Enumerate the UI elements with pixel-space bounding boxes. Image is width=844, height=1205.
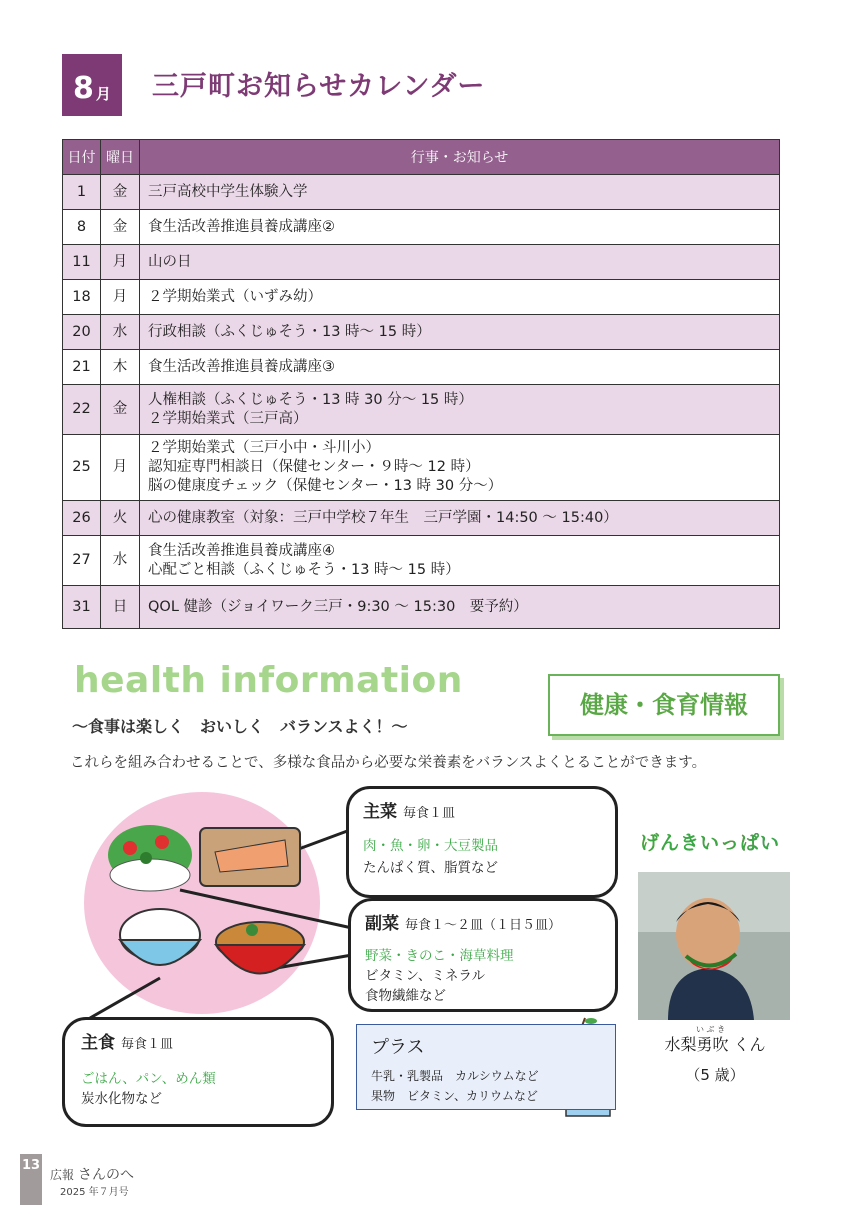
row-day: 水 [101, 315, 140, 350]
event-line: QOL 健診（ジョイワーク三戸・9:30 ～ 15:30 要予約） [148, 598, 528, 615]
event-line: 三戸高校中学生体験入学 [148, 183, 308, 200]
row-day: 金 [101, 385, 140, 435]
shushoku-foods: ごはん、パン、めん類 [81, 1071, 216, 1087]
health-badge-label: 健康・食育情報 [580, 691, 748, 719]
rice-bowl-icon [120, 909, 200, 965]
month-unit: 月 [95, 85, 111, 103]
row-date: 1 [63, 175, 101, 210]
row-date: 20 [63, 315, 101, 350]
publication-name [50, 1164, 134, 1184]
health-intro: これらを組み合わせることで、多様な食品から必要な栄養素をバランスよくとることができます。 [70, 755, 707, 771]
connector-line [296, 830, 350, 850]
row-day: 月 [101, 280, 140, 315]
row-event [140, 501, 780, 536]
row-event [140, 586, 780, 629]
health-subtitle: ～食事は楽しく おいしく バランスよく！～ [72, 717, 408, 736]
table-row [63, 586, 780, 629]
event-line: 心配ごと相談（ふくじゅそう・13 時～ 15 時） [148, 561, 460, 578]
table-row [63, 501, 780, 536]
fukusai-nutrients-2: 食物繊維など [365, 988, 446, 1004]
row-date: 22 [63, 385, 101, 435]
event-line: 心の健康教室（対象：三戸中学校７年生 三戸学園・14:50 ～ 15:40） [148, 509, 618, 526]
shusai-frequency: 毎食１皿 [403, 806, 456, 821]
table-row [63, 175, 780, 210]
table-row [63, 536, 780, 586]
child-photo [638, 872, 790, 1020]
child-age: （5 歳） [685, 1066, 745, 1084]
genki-title-text: げんきいっぱい [640, 832, 781, 854]
salad-icon [108, 825, 192, 891]
fukusai-foods: 野菜・きのこ・海草料理 [365, 948, 514, 964]
event-line: 人権相談（ふくじゅそう・13 時 30 分～ 15 時） [148, 391, 473, 408]
publication-title: さんのへ [78, 1167, 135, 1183]
page-title: 三戸町お知らせカレンダー [152, 71, 486, 102]
event-line: ２学期始業式（三戸小中・斗川小） [148, 440, 380, 456]
table-row [63, 280, 780, 315]
month-number: 8 [73, 71, 94, 106]
event-line: 行政相談（ふくじゅそう・13 時～ 15 時） [148, 323, 431, 340]
shusai-title: 主菜 [363, 802, 397, 822]
calendar-header-row [63, 140, 780, 175]
shusai-foods: 肉・魚・卵・大豆製品 [363, 838, 498, 854]
row-event [140, 280, 780, 315]
event-line: ２学期始業式（いずみ幼） [148, 288, 322, 305]
child-eating-watermelon-image [638, 872, 790, 1020]
row-day: 木 [101, 350, 140, 385]
child-name: 水梨勇吹 くん [664, 1035, 766, 1054]
event-line: 脳の健康度チェック（保健センター・13 時 30 分～） [148, 478, 503, 494]
fukusai-title: 副菜 [365, 914, 399, 934]
fukusai-nutrients-1: ビタミン、ミネラル [365, 968, 486, 984]
row-day: 日 [101, 586, 140, 629]
plus-title: プラス [371, 1037, 425, 1058]
event-line: ２学期始業式（三戸高） [148, 410, 308, 427]
row-date: 25 [63, 435, 101, 501]
shushoku-title: 主食 [81, 1033, 115, 1053]
row-date: 21 [63, 350, 101, 385]
header-day: 曜日 [101, 140, 140, 175]
shushoku-box [62, 1017, 334, 1127]
month-badge [62, 54, 122, 116]
row-day: 月 [101, 245, 140, 280]
row-event [140, 385, 780, 435]
row-date: 27 [63, 536, 101, 586]
event-line: 認知症専門相談日（保健センター・９時～ 12 時） [148, 459, 480, 475]
plus-line-1: 牛乳・乳製品 カルシウムなど [371, 1069, 539, 1083]
table-row [63, 315, 780, 350]
header-date: 日付 [63, 140, 101, 175]
genki-title [640, 828, 780, 855]
fukusai-box [348, 898, 618, 1012]
table-row [63, 435, 780, 501]
row-date: 8 [63, 210, 101, 245]
connector-line [90, 978, 160, 1018]
row-event [140, 536, 780, 586]
row-event [140, 175, 780, 210]
row-event [140, 315, 780, 350]
row-event [140, 210, 780, 245]
row-date: 11 [63, 245, 101, 280]
calendar-table [62, 139, 780, 629]
name-ruby: い ぶ き [696, 1025, 726, 1034]
plus-line-2: 果物 ビタミン、カリウムなど [371, 1089, 538, 1103]
table-row [63, 350, 780, 385]
shusai-box [346, 786, 618, 898]
row-event [140, 435, 780, 501]
table-row [63, 210, 780, 245]
health-title: health information [74, 660, 463, 701]
row-day: 火 [101, 501, 140, 536]
shushoku-nutrients: 炭水化物など [81, 1091, 162, 1107]
row-day: 水 [101, 536, 140, 586]
event-line: 食生活改善推進員養成講座② [148, 218, 335, 235]
row-date: 26 [63, 501, 101, 536]
header-events: 行事・お知らせ [140, 140, 780, 175]
table-row [63, 385, 780, 435]
health-badge [548, 674, 780, 736]
row-day: 金 [101, 175, 140, 210]
event-line: 食生活改善推進員養成講座③ [148, 358, 335, 375]
row-day: 金 [101, 210, 140, 245]
row-date: 18 [63, 280, 101, 315]
row-event [140, 245, 780, 280]
shusai-nutrients: たんぱく質、脂質など [363, 860, 498, 876]
shushoku-frequency: 毎食１皿 [121, 1037, 174, 1052]
row-day: 月 [101, 435, 140, 501]
grilled-fish-icon [200, 828, 300, 886]
row-date: 31 [63, 586, 101, 629]
event-line: 山の日 [148, 253, 192, 270]
issue-date: 2025 年７月号 [60, 1187, 129, 1198]
table-row [63, 245, 780, 280]
row-event [140, 350, 780, 385]
page-number: 13 [21, 1158, 41, 1173]
plus-box [356, 1024, 616, 1110]
publication-prefix: 広報 [50, 1168, 75, 1182]
event-line: 食生活改善推進員養成講座④ [148, 542, 335, 559]
fukusai-frequency: 毎食１～２皿（１日５皿） [405, 918, 562, 933]
